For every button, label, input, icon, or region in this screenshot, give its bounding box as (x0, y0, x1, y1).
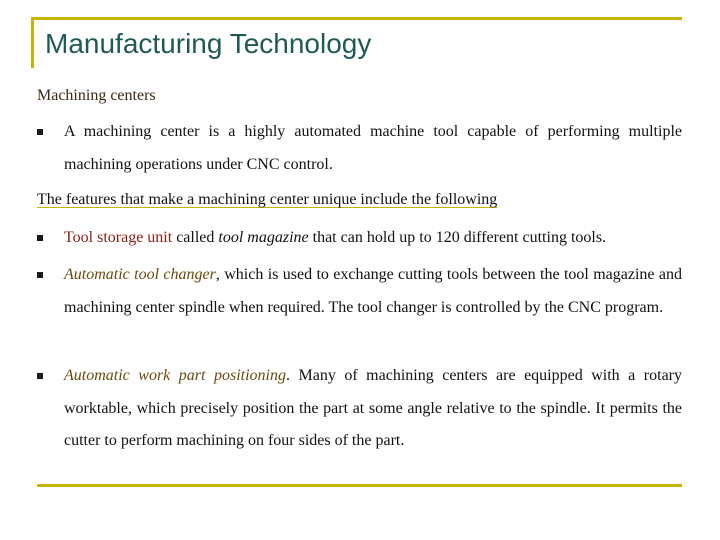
feature-term-2: tool magazine (218, 229, 309, 246)
feature-item-tool-changer (64, 259, 682, 324)
page-title: Manufacturing Technology (45, 28, 372, 59)
features-intro: The features that make a machining center unique include the following (37, 191, 498, 208)
square-bullet-icon (37, 272, 43, 278)
feature-item-tool-storage (64, 222, 682, 255)
feature-text: , which is used to exchange cutting tools between the tool magazine and machining center spindle when required. The tool changer is controlled by the CNC program. (64, 266, 682, 316)
feature-text: . Many of machining centers are equipped with a rotary worktable, which precisely position the part at some angle relative to the spindle. It permits the cutter to perform machining on four sides of the part. (64, 367, 682, 449)
feature-term: Automatic tool changer (64, 266, 216, 283)
feature-item-part-positioning (64, 360, 682, 458)
bottom-divider (37, 484, 682, 487)
intro-bullet-text: A machining center is a highly automated machine tool capable of performing multiple machining operations under CNC control. (64, 123, 682, 173)
feature-term: Tool storage unit (64, 229, 173, 246)
feature-term: Automatic work part positioning (64, 367, 286, 384)
feature-text: called (172, 229, 219, 246)
feature-text: that can hold up to 120 different cutting tools. (308, 229, 607, 246)
square-bullet-icon (37, 235, 43, 241)
square-bullet-icon (37, 129, 43, 135)
section-heading: Machining centers (37, 87, 156, 104)
square-bullet-icon (37, 373, 43, 379)
